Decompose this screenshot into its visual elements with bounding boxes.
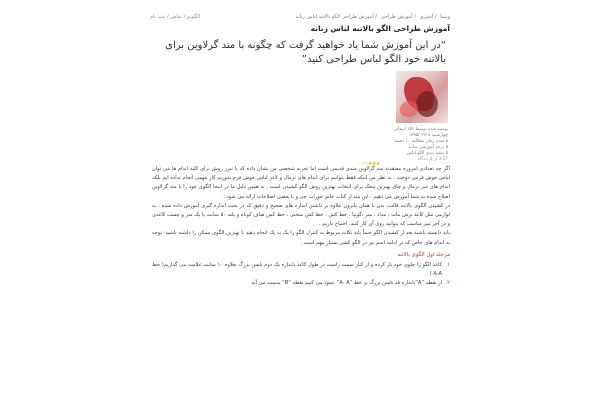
meta-author[interactable]: نوشته شده توسط ۱۵۱ ابیمانی [393,127,448,132]
article-meta [338,127,448,163]
paragraph: باید دانسته باشید بعد از کشیدن الگو حتماً باید تکات مربوط به کنترل الگو را یک به یک انجام دهید تا بهترین الگوی ممکن را داشته باشید. توجه به اندام های خاص که در ادامه اسم نیز در الگو کشی بسیار مهم است . [152,230,450,246]
breadcrumb-item[interactable]: آموزش طراحی [380,14,413,20]
article-header [150,71,450,165]
meta-read-time: ۵ مدت زمان مطالعه ۱۰ دقیقه [394,139,448,144]
meta-date: چهارشنبه ۱۳۹۵/۰۲/۱۸ [408,133,448,138]
article-image [396,71,448,123]
paragraph: اگر چه تعدادی امروزه معتقدند متد گرلاوین متدی قدیمی است اما تجربه شخصی من نشان داده که با تبرز روش برای کلیه اندام ها می توان لباس خوش فرمی دوخت . به نظر من اینکه فقط بتوانیم برای اندام های نرمال و لاغر لباس خوش فرم بدوزیم کار مهمی انجام نداده ایم بلکه اندام های غیر نرمال و چاق بهترین محک برای انتخاب بهترین روش الگو کشیدن است . به همین دلیل ما در اینجا الگوی خود را با متد گرلاوین اصلاح شده به شما آموزش می دهیم . این متد از کتاب خانم جوراب چی و با بعضی اصلاحات ارائه می شود . [152,166,450,200]
paragraph: در کشیدن الگوی بالاتنه قالب، بدن یا همان پاترون علاوه بر داشتن اندازه های صحیح و دقیق که در بحث اندازه گیری آموزش داده شده ، به لوازمی مثل کاغذ برش مات ، مداد ، متر ،گونیا ، خط کش ، خط کش منحنی ، خط کش صاف کوتاه و بلند ۵۰ سانت یا یک متر و چسب کاغذی و در آخر میز مناسب که بتوانید روی آن کار کنید، احتیاج داریم . [152,202,450,228]
step-item [152,279,450,288]
breadcrumb-item[interactable]: وبنما [440,14,450,20]
top-bar [150,14,450,24]
login-link[interactable]: الگوتم / تماس / ثبت نام [150,14,201,20]
breadcrumb-item[interactable]: آموزش طراحی الگو بالاتنه لباس زنانه [295,14,374,20]
rating-stars[interactable]: ★★★☆☆ [360,161,380,167]
section-title: مرحله اول الگوی بالاتنه [397,251,450,258]
step-number: ۱. [445,262,450,269]
step-item [152,261,450,279]
page-title: آموزش طراحی الگو بالاتنه لباس زنانه [310,24,450,33]
meta-category[interactable]: ۵ دسته بندی الگو لباس [406,151,448,156]
step-number: ۲. [445,280,450,287]
meta-rating: 3.27 از ۵ دیدگاه [417,157,448,162]
meta-level: ۵ درجه آموزشی ساده [408,145,448,150]
article-quote: “در این آموزش شما یاد خواهید گرفت که چگونه با متد گرلاوین برای بالاتنه خود الگو لباس طراحی کنید” [165,40,446,65]
breadcrumb: وبنما / آشپزی / آموزش طراحی / آموزش طراحی الگو بالاتنه لباس زنانه [295,14,450,20]
step-text: از نقطه “A”باندازه قد باسن بزرگ بر خط “A- A” عمود می کنیم نقطه “B” بدست می آید [251,280,442,287]
step-text: کاغذ الگو را جلوی خود باز کرده و از کنار سمت راست در طول کاغذ باندازه یک دوم باسن بزرگ بعلاوه ۱۰ سانت علامت می گذاریم( خط A-A ) . [152,262,442,278]
article-body [150,165,450,289]
article [150,24,450,289]
breadcrumb-item[interactable]: آشپزی [419,14,434,20]
